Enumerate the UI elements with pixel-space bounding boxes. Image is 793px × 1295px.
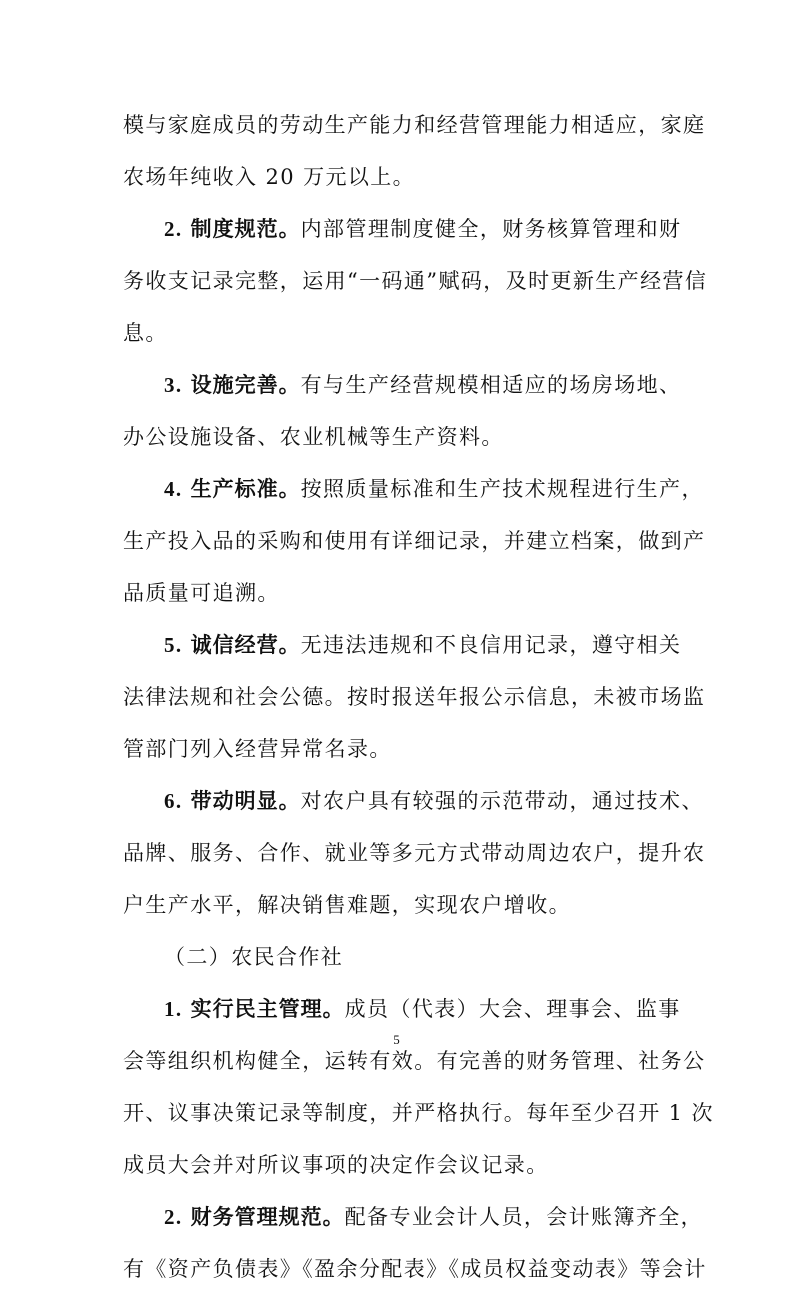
item-title: 实行民主管理。 [190, 997, 345, 1021]
text-line: 模与家庭成员的劳动生产能力和经营管理能力相适应，家庭 [123, 113, 706, 137]
item-heading-line [123, 203, 682, 255]
item-heading-line [123, 463, 704, 515]
item-text: 对农户具有较强的示范带动，通过技术、 [300, 789, 704, 813]
text-line: 会等组织机构健全，运转有效。有完善的财务管理、社务公 [123, 1049, 706, 1073]
item-title: 诚信经营。 [190, 633, 301, 657]
item-title: 财务管理规范。 [190, 1205, 345, 1229]
text-line: 生产投入品的采购和使用有详细记录，并建立档案，做到产 [123, 529, 706, 553]
text-line: 务收支记录完整，运用“一码通”赋码，及时更新生产经营信 [123, 269, 708, 293]
item-title: 设施完善。 [190, 373, 301, 397]
text-line: 品质量可追溯。 [123, 581, 280, 605]
item-heading-line [123, 1191, 704, 1243]
page-number: 5 [393, 1032, 400, 1047]
section-heading: （二）农民合作社 [164, 945, 344, 969]
item-heading-line [123, 983, 679, 1035]
item-title: 生产标准。 [190, 477, 301, 501]
document-body [123, 99, 714, 1295]
item-title: 制度规范。 [190, 217, 301, 241]
text-line: 农场年纯收入 20 万元以上。 [123, 165, 416, 189]
item-text: 有与生产经营规模相适应的场房场地、 [300, 373, 682, 397]
item-number: 4. [164, 477, 183, 501]
item-text: 成员（代表）大会、理事会、监事 [344, 997, 681, 1021]
item-text: 内部管理制度健全，财务核算管理和财 [300, 217, 682, 241]
item-number: 2. [164, 217, 183, 241]
text-line: 品牌、服务、合作、就业等多元方式带动周边农户，提升农 [123, 841, 706, 865]
text-line: 户生产水平，解决销售难题，实现农户增收。 [123, 893, 571, 917]
text-line: 开、议事决策记录等制度，并严格执行。每年至少召开 1 次 [123, 1101, 714, 1125]
text-line: 息。 [123, 321, 168, 345]
item-number: 5. [164, 633, 183, 657]
item-heading-line [123, 359, 682, 411]
item-number: 2. [164, 1205, 183, 1229]
item-number: 6. [164, 789, 183, 813]
text-line: 管部门列入经营异常名录。 [123, 737, 392, 761]
text-line: 有《资产负债表》《盈余分配表》《成员权益变动表》等会计 [123, 1257, 707, 1281]
text-line: 成员大会并对所议事项的决定作会议记录。 [123, 1153, 549, 1177]
item-heading-line [123, 775, 704, 827]
item-title: 带动明显。 [190, 789, 301, 813]
item-number: 3. [164, 373, 183, 397]
text-line: 办公设施设备、农业机械等生产资料。 [123, 425, 504, 449]
item-text: 配备专业会计人员，会计账簿齐全， [344, 1205, 704, 1229]
item-number: 1. [164, 997, 183, 1021]
item-heading-line [123, 619, 682, 671]
item-text: 无违法违规和不良信用记录，遵守相关 [300, 633, 682, 657]
text-line: 法律法规和社会公德。按时报送年报公示信息，未被市场监 [123, 685, 706, 709]
item-text: 按照质量标准和生产技术规程进行生产， [300, 477, 704, 501]
